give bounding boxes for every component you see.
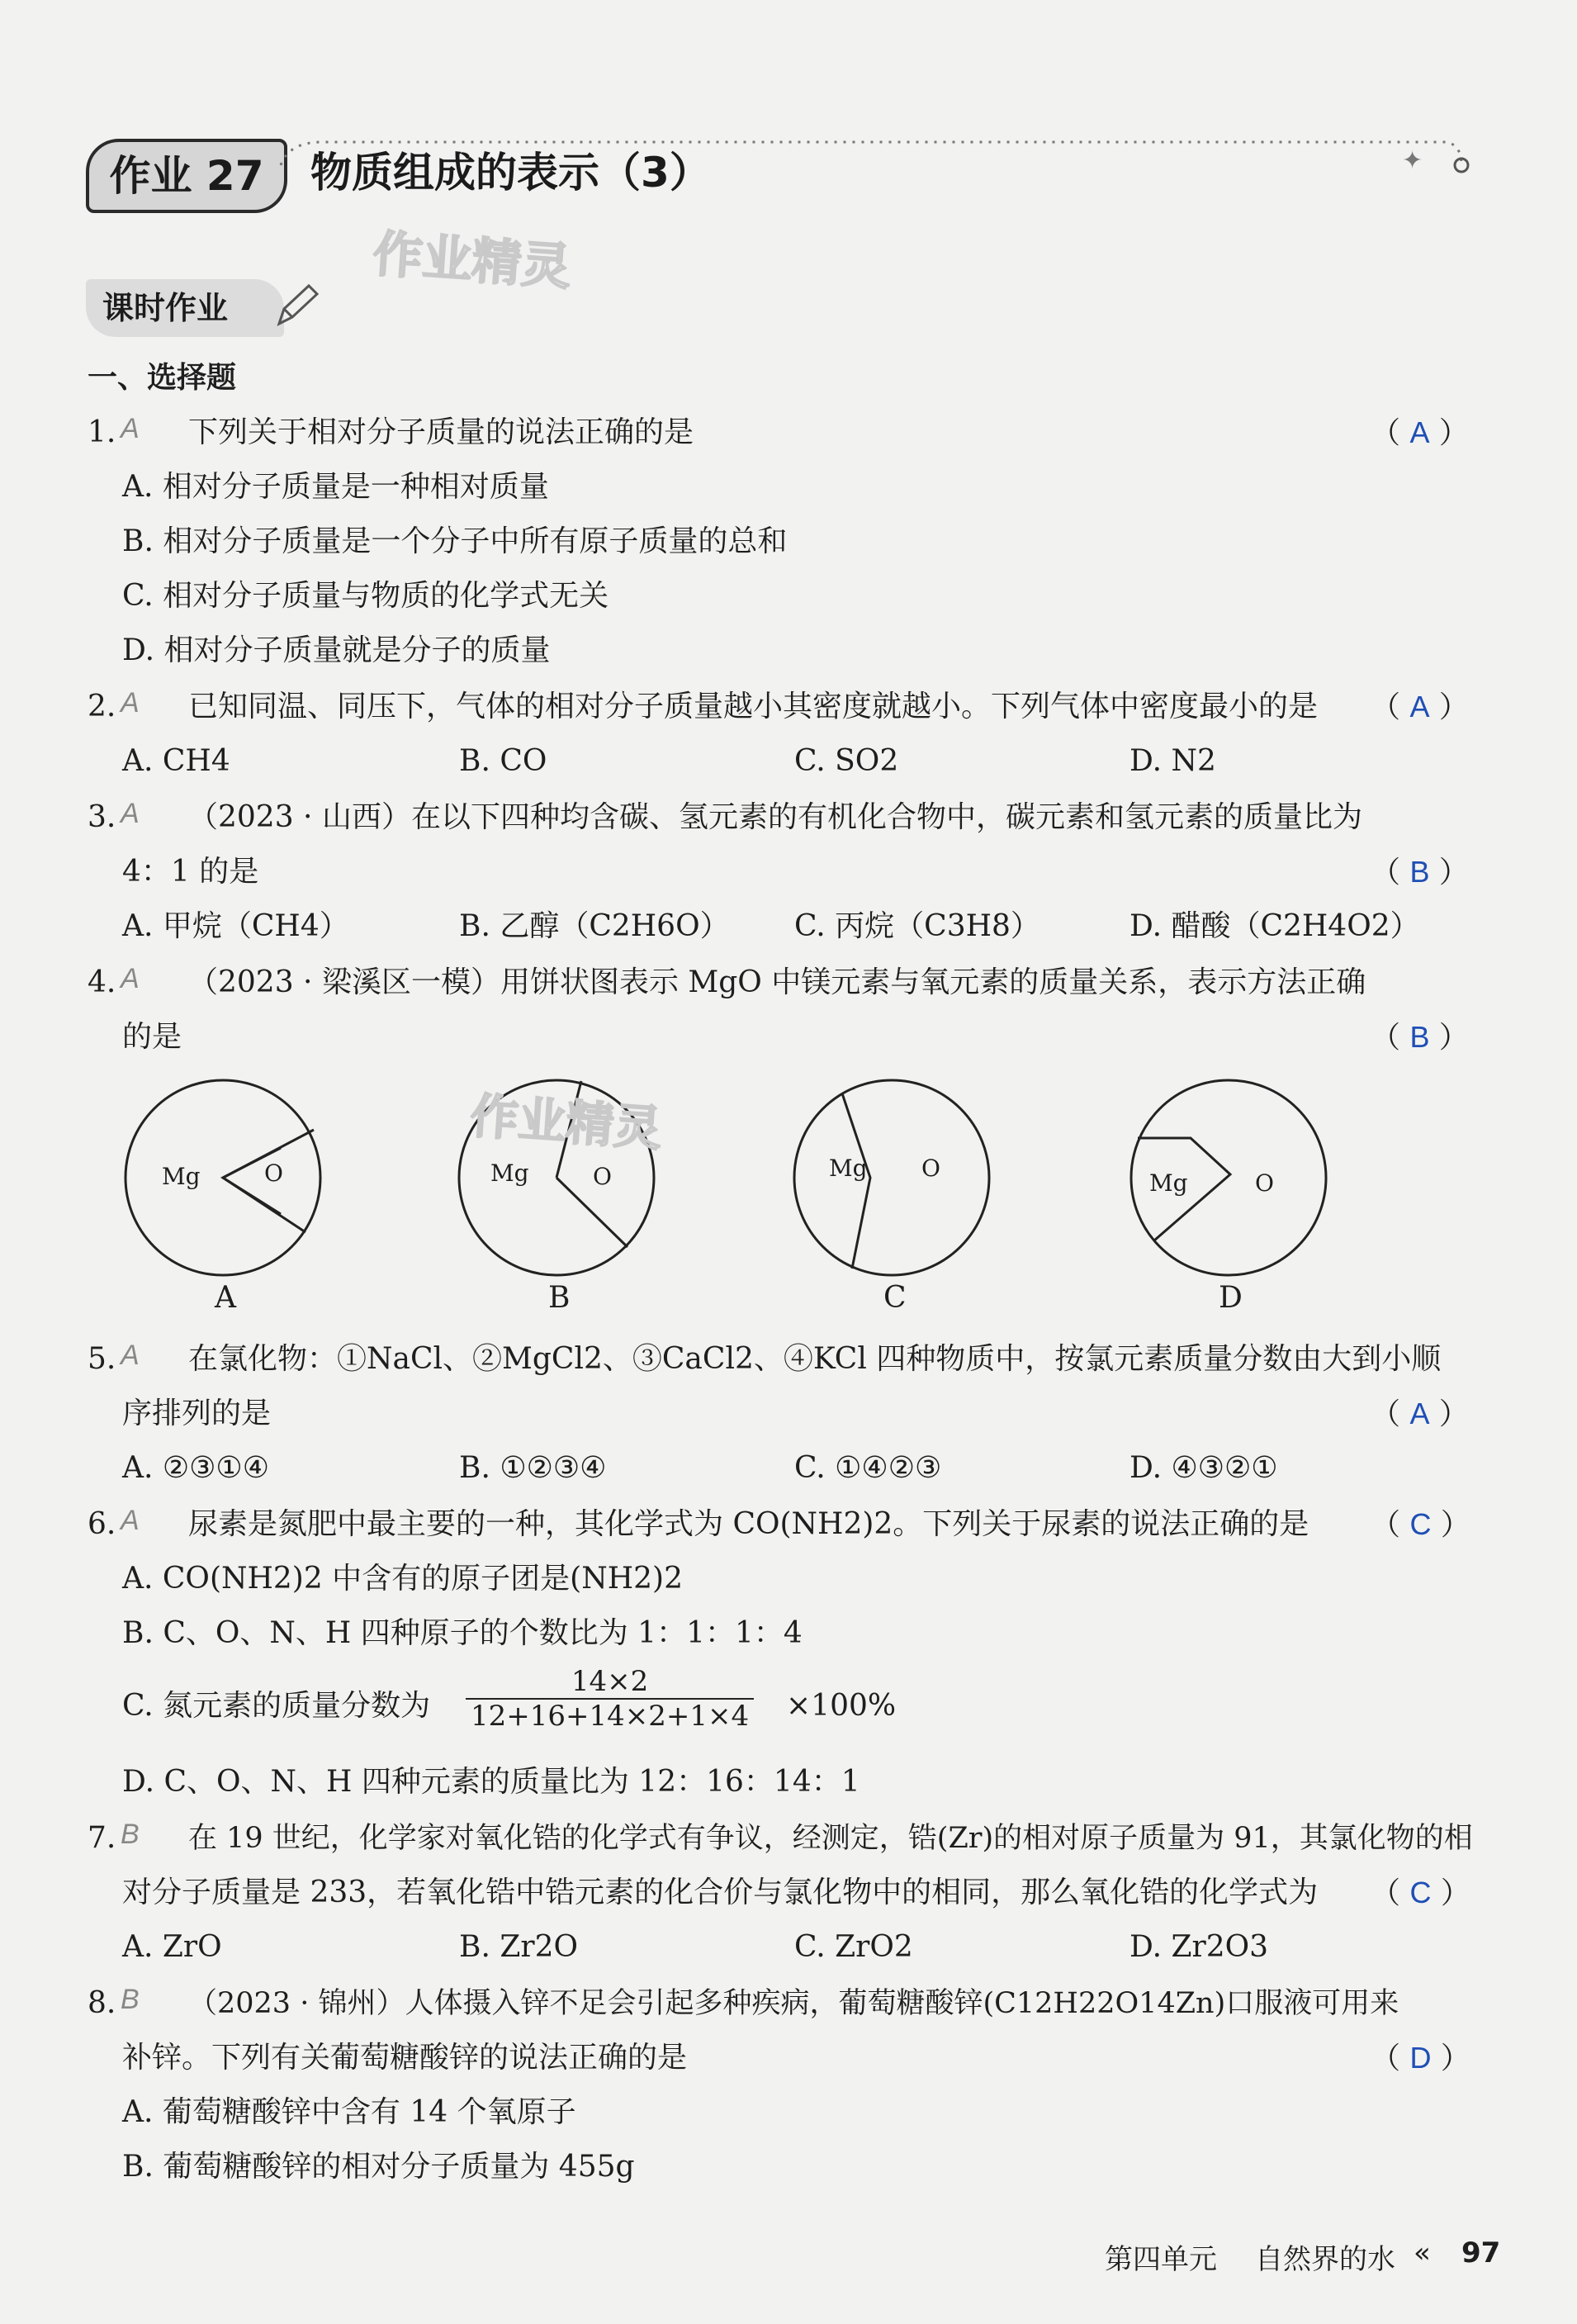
question-stem-cont: 对分子质量是 233，若氧化锆中锆元素的化合价与氯化物中的相同，那么氧化锆的化学式为 <box>122 1876 1319 1909</box>
option: A. 葡萄糖酸锌中含有 14 个氧原子 <box>122 2095 576 2129</box>
chevron-left-icon: « <box>1414 2236 1431 2269</box>
question-stem: 在 19 世纪，化学家对氧化锆的化学式有争议，经测定，锆(Zr)的相对原子质量为 91，其氯化物的相 <box>188 1822 1473 1855</box>
pencil-icon <box>272 281 322 330</box>
answer: A <box>1409 415 1430 449</box>
answer: C <box>1409 1876 1432 1909</box>
pie-c-caption: C <box>883 1281 907 1315</box>
assignment-badge: 作业 27 <box>86 139 287 213</box>
question-number: 2. <box>88 690 116 723</box>
question-number: 8. <box>88 1986 116 2020</box>
option: C. ZrO2 <box>794 1930 913 1964</box>
option: D. 醋酸（C2H4O2） <box>1129 909 1420 943</box>
answer-paren: （ B ） <box>1371 1020 1469 1055</box>
option: B. ①②③④ <box>459 1451 607 1485</box>
question-stem-cont: 的是 <box>122 1020 182 1054</box>
question-number: 6. <box>88 1507 116 1541</box>
level-icon: A <box>121 1505 140 1536</box>
question-stem: （2023 · 山西）在以下四种均含碳、氢元素的有机化合物中，碳元素和氢元素的质量比为 <box>188 800 1362 834</box>
pie-b-mg-label: Mg <box>490 1160 529 1187</box>
question-number: 5. <box>88 1342 116 1376</box>
question-stem: 在氯化物：①NaCl、②MgCl2、③CaCl2、④KCl 四种物质中，按氯元素质量分数由大到小顺 <box>188 1342 1442 1376</box>
svg-text:✦: ✦ <box>1402 146 1423 175</box>
answer: B <box>1409 855 1430 889</box>
option: A. CO(NH2)2 中含有的原子团是(NH2)2 <box>122 1562 683 1596</box>
question-number: 7. <box>88 1821 116 1855</box>
option: B. 相对分子质量是一个分子中所有原子质量的总和 <box>122 524 788 558</box>
page-number: 97 <box>1461 2236 1501 2269</box>
footer-unit: 第四单元 <box>1105 2243 1217 2276</box>
answer: C <box>1409 1507 1432 1541</box>
level-icon: A <box>121 798 140 829</box>
option: A. ZrO <box>122 1930 222 1964</box>
pie-b-o-label: O <box>593 1163 612 1190</box>
fraction-numerator: 14×2 <box>466 1665 754 1700</box>
section-tag: 课时作业 <box>86 279 284 337</box>
option: A. 甲烷（CH4） <box>122 909 349 943</box>
pie-d-mg-label: Mg <box>1149 1169 1188 1197</box>
pie-d-caption: D <box>1219 1281 1243 1315</box>
pie-c-o-label: O <box>921 1155 940 1182</box>
option: C. SO2 <box>794 744 899 778</box>
option: B. Zr2O <box>459 1930 578 1964</box>
dotted-decoration <box>272 132 1486 182</box>
answer-paren: （ C ） <box>1371 1876 1470 1910</box>
fraction <box>466 1665 754 1733</box>
pie-c <box>784 1079 999 1293</box>
level-icon: A <box>121 413 140 444</box>
option: C. 相对分子质量与物质的化学式无关 <box>122 579 609 613</box>
watermark: 作业精灵 <box>468 1087 664 1157</box>
pie-a-o-label: O <box>264 1160 283 1187</box>
watermark: 作业精灵 <box>371 225 573 297</box>
level-icon: B <box>121 1984 140 2015</box>
answer-paren: （ A ） <box>1371 415 1469 450</box>
level-icon: B <box>121 1819 140 1850</box>
pie-b-caption: B <box>548 1281 571 1315</box>
question-stem-cont: 4：1 的是 <box>122 855 259 889</box>
question-stem: 已知同温、同压下，气体的相对分子质量越小其密度就越小。下列气体中密度最小的是 <box>188 690 1319 723</box>
question-stem: 尿素是氮肥中最主要的一种，其化学式为 CO(NH2)2。下列关于尿素的说法正确的是 <box>188 1507 1309 1541</box>
option: D. 相对分子质量就是分子的质量 <box>122 633 551 667</box>
pie-a-caption: A <box>215 1281 236 1315</box>
question-number: 4. <box>88 965 116 999</box>
answer: A <box>1409 690 1430 723</box>
answer-paren: （ A ） <box>1371 1397 1469 1431</box>
level-icon: A <box>121 963 140 994</box>
option: C. 丙烷（C3H8） <box>794 909 1040 943</box>
question-stem: （2023 · 锦州）人体摄入锌不足会引起多种疾病，葡萄糖酸锌(C12H22O14Zn)口服液可用来 <box>188 1987 1399 2020</box>
question-stem: （2023 · 梁溪区一模）用饼状图表示 MgO 中镁元素与氧元素的质量关系，表示方法正确 <box>188 965 1366 999</box>
question-number: 3. <box>88 800 116 834</box>
question-stem-cont: 序排列的是 <box>122 1397 272 1430</box>
answer: B <box>1409 1020 1430 1054</box>
question-number: 1. <box>88 415 116 449</box>
fraction-tail: ×100% <box>786 1689 897 1723</box>
question-stem: 下列关于相对分子质量的说法正确的是 <box>188 415 694 449</box>
question-stem-cont: 补锌。下列有关葡萄糖酸锌的说法正确的是 <box>122 2041 688 2075</box>
footer-chapter: 自然界的水 <box>1255 2243 1395 2276</box>
option: D. ④③②① <box>1129 1451 1278 1485</box>
level-icon: A <box>121 687 140 719</box>
option: D. C、O、N、H 四种元素的质量比为 12：16：14：1 <box>122 1765 860 1799</box>
option: B. 乙醇（C2H6O） <box>459 909 730 943</box>
option: B. 葡萄糖酸锌的相对分子质量为 455g <box>122 2150 635 2184</box>
pie-d-o-label: O <box>1255 1169 1274 1197</box>
option: C. 氮元素的质量分数为 <box>122 1689 431 1723</box>
option: A. CH4 <box>122 744 230 778</box>
page-title: 物质组成的表示（3） <box>310 149 711 197</box>
pie-a-mg-label: Mg <box>162 1163 201 1190</box>
part-title: 一、选择题 <box>88 361 237 395</box>
option: B. C、O、N、H 四种原子的个数比为 1：1：1：4 <box>122 1616 803 1650</box>
option: C. ①④②③ <box>794 1451 942 1485</box>
option: D. Zr2O3 <box>1129 1930 1269 1964</box>
option: A. ②③①④ <box>122 1451 269 1485</box>
fraction-denominator: 12+16+14×2+1×4 <box>471 1700 750 1733</box>
pie-c-mg-label: Mg <box>829 1155 868 1182</box>
option: D. N2 <box>1129 744 1216 778</box>
level-icon: A <box>121 1340 140 1371</box>
answer-paren: （ C ） <box>1371 1507 1470 1542</box>
answer: A <box>1409 1397 1430 1430</box>
answer: D <box>1409 2041 1432 2075</box>
answer-paren: （ D ） <box>1371 2041 1470 2075</box>
option: A. 相对分子质量是一种相对质量 <box>122 470 549 504</box>
answer-paren: （ B ） <box>1371 855 1469 889</box>
answer-paren: （ A ） <box>1371 690 1469 724</box>
option: B. CO <box>459 744 547 778</box>
